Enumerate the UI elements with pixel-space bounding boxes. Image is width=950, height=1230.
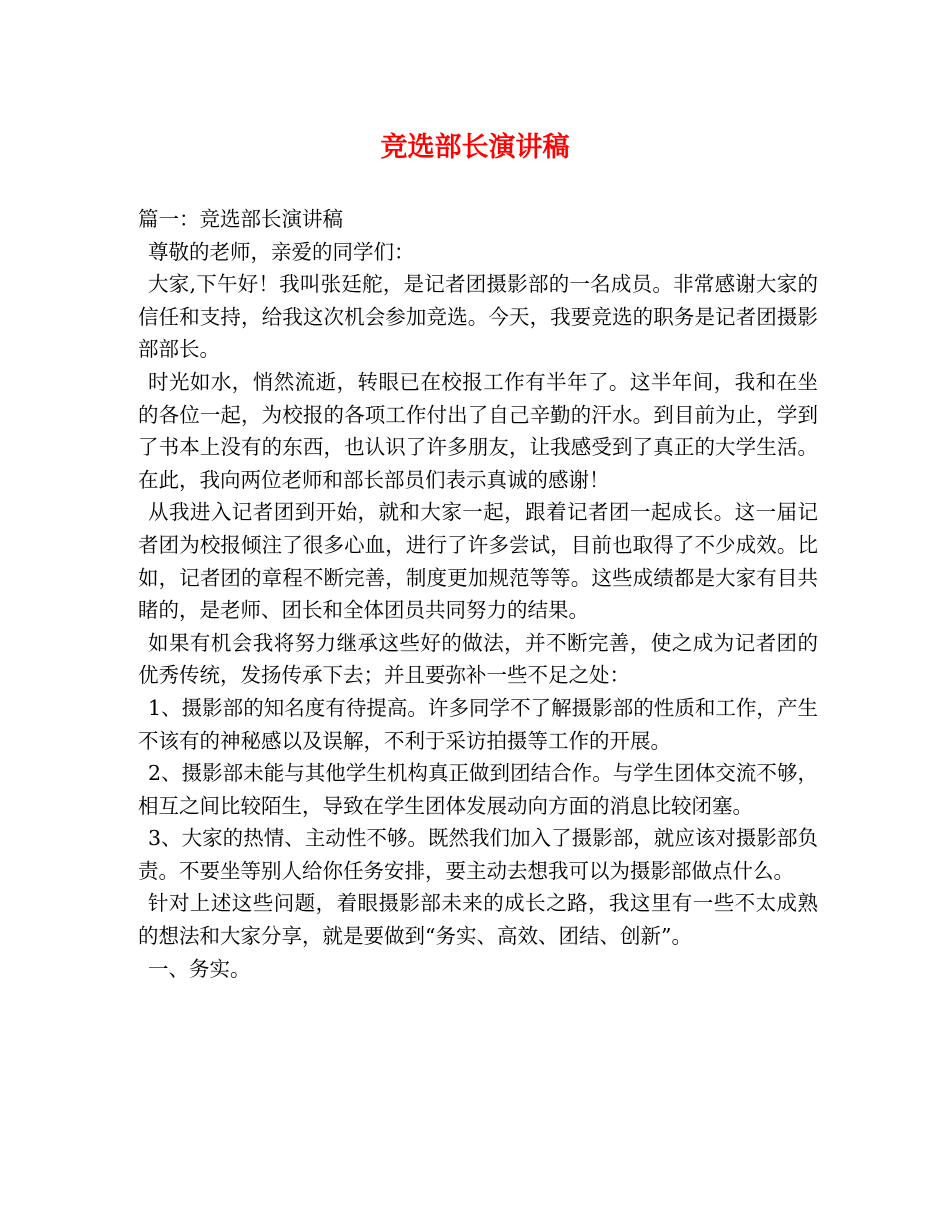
- paragraph: 2、摄影部未能与其他学生机构真正做到团结合作。与学生团体交流不够，相互之间比较陌生，导致在学生团体发展动向方面的消息比较闭塞。: [138, 761, 818, 818]
- paragraph: 从我进入记者团到开始，就和大家一起，跟着记者团一起成长。这一届记者团为校报倾注了很多心血，进行了许多尝试，目前也取得了不少成效。比如，记者团的章程不断完善，制度更加规范等等。这些成绩都是大家有目共睹的，是老师、团长和全体团员共同努力的结果。: [138, 500, 818, 623]
- paragraph: 尊敬的老师，亲爱的同学们：: [148, 239, 415, 264]
- paragraph: 如果有机会我将努力继承这些好的做法，并不断完善，使之成为记者团的优秀传统，发扬传承下去；并且要弥补一些不足之处：: [138, 630, 818, 688]
- paragraph: 针对上述这些问题，着眼摄影部未来的成长之路，我这里有一些不太成熟的想法和大家分享，就是要做到“务实、高效、团结、创新”。: [138, 891, 818, 949]
- paragraph: 篇一：竞选部长演讲稿: [138, 207, 343, 231]
- document-body: [138, 203, 818, 985]
- document-title: 竞选部长演讲稿: [380, 132, 570, 163]
- paragraph: 大家,下午好！我叫张廷舵，是记者团摄影部的一名成员。非常感谢大家的信任和支持，给我这次机会参加竞选。今天，我要竞选的职务是记者团摄影部部长。: [138, 272, 818, 362]
- paragraph: 时光如水，悄然流逝，转眼已在校报工作有半年了。这半年间，我和在坐的各位一起，为校报的各项工作付出了自己辛勤的汗水。到目前为止，学到了书本上没有的东西，也认识了许多朋友，让我感受到了真正的大学生活。在此，我向两位老师和部长部员们表示真诚的感谢！: [138, 369, 818, 492]
- paragraph: 一、务实。: [148, 956, 251, 981]
- paragraph: 1、摄影部的知名度有待提高。许多同学不了解摄影部的性质和工作，产生不该有的神秘感以及误解，不利于采访拍摄等工作的开展。: [138, 695, 818, 753]
- paragraph: 3、大家的热情、主动性不够。既然我们加入了摄影部，就应该对摄影部负责。不要坐等别人给你任务安排，要主动去想我可以为摄影部做点什么。: [138, 826, 818, 883]
